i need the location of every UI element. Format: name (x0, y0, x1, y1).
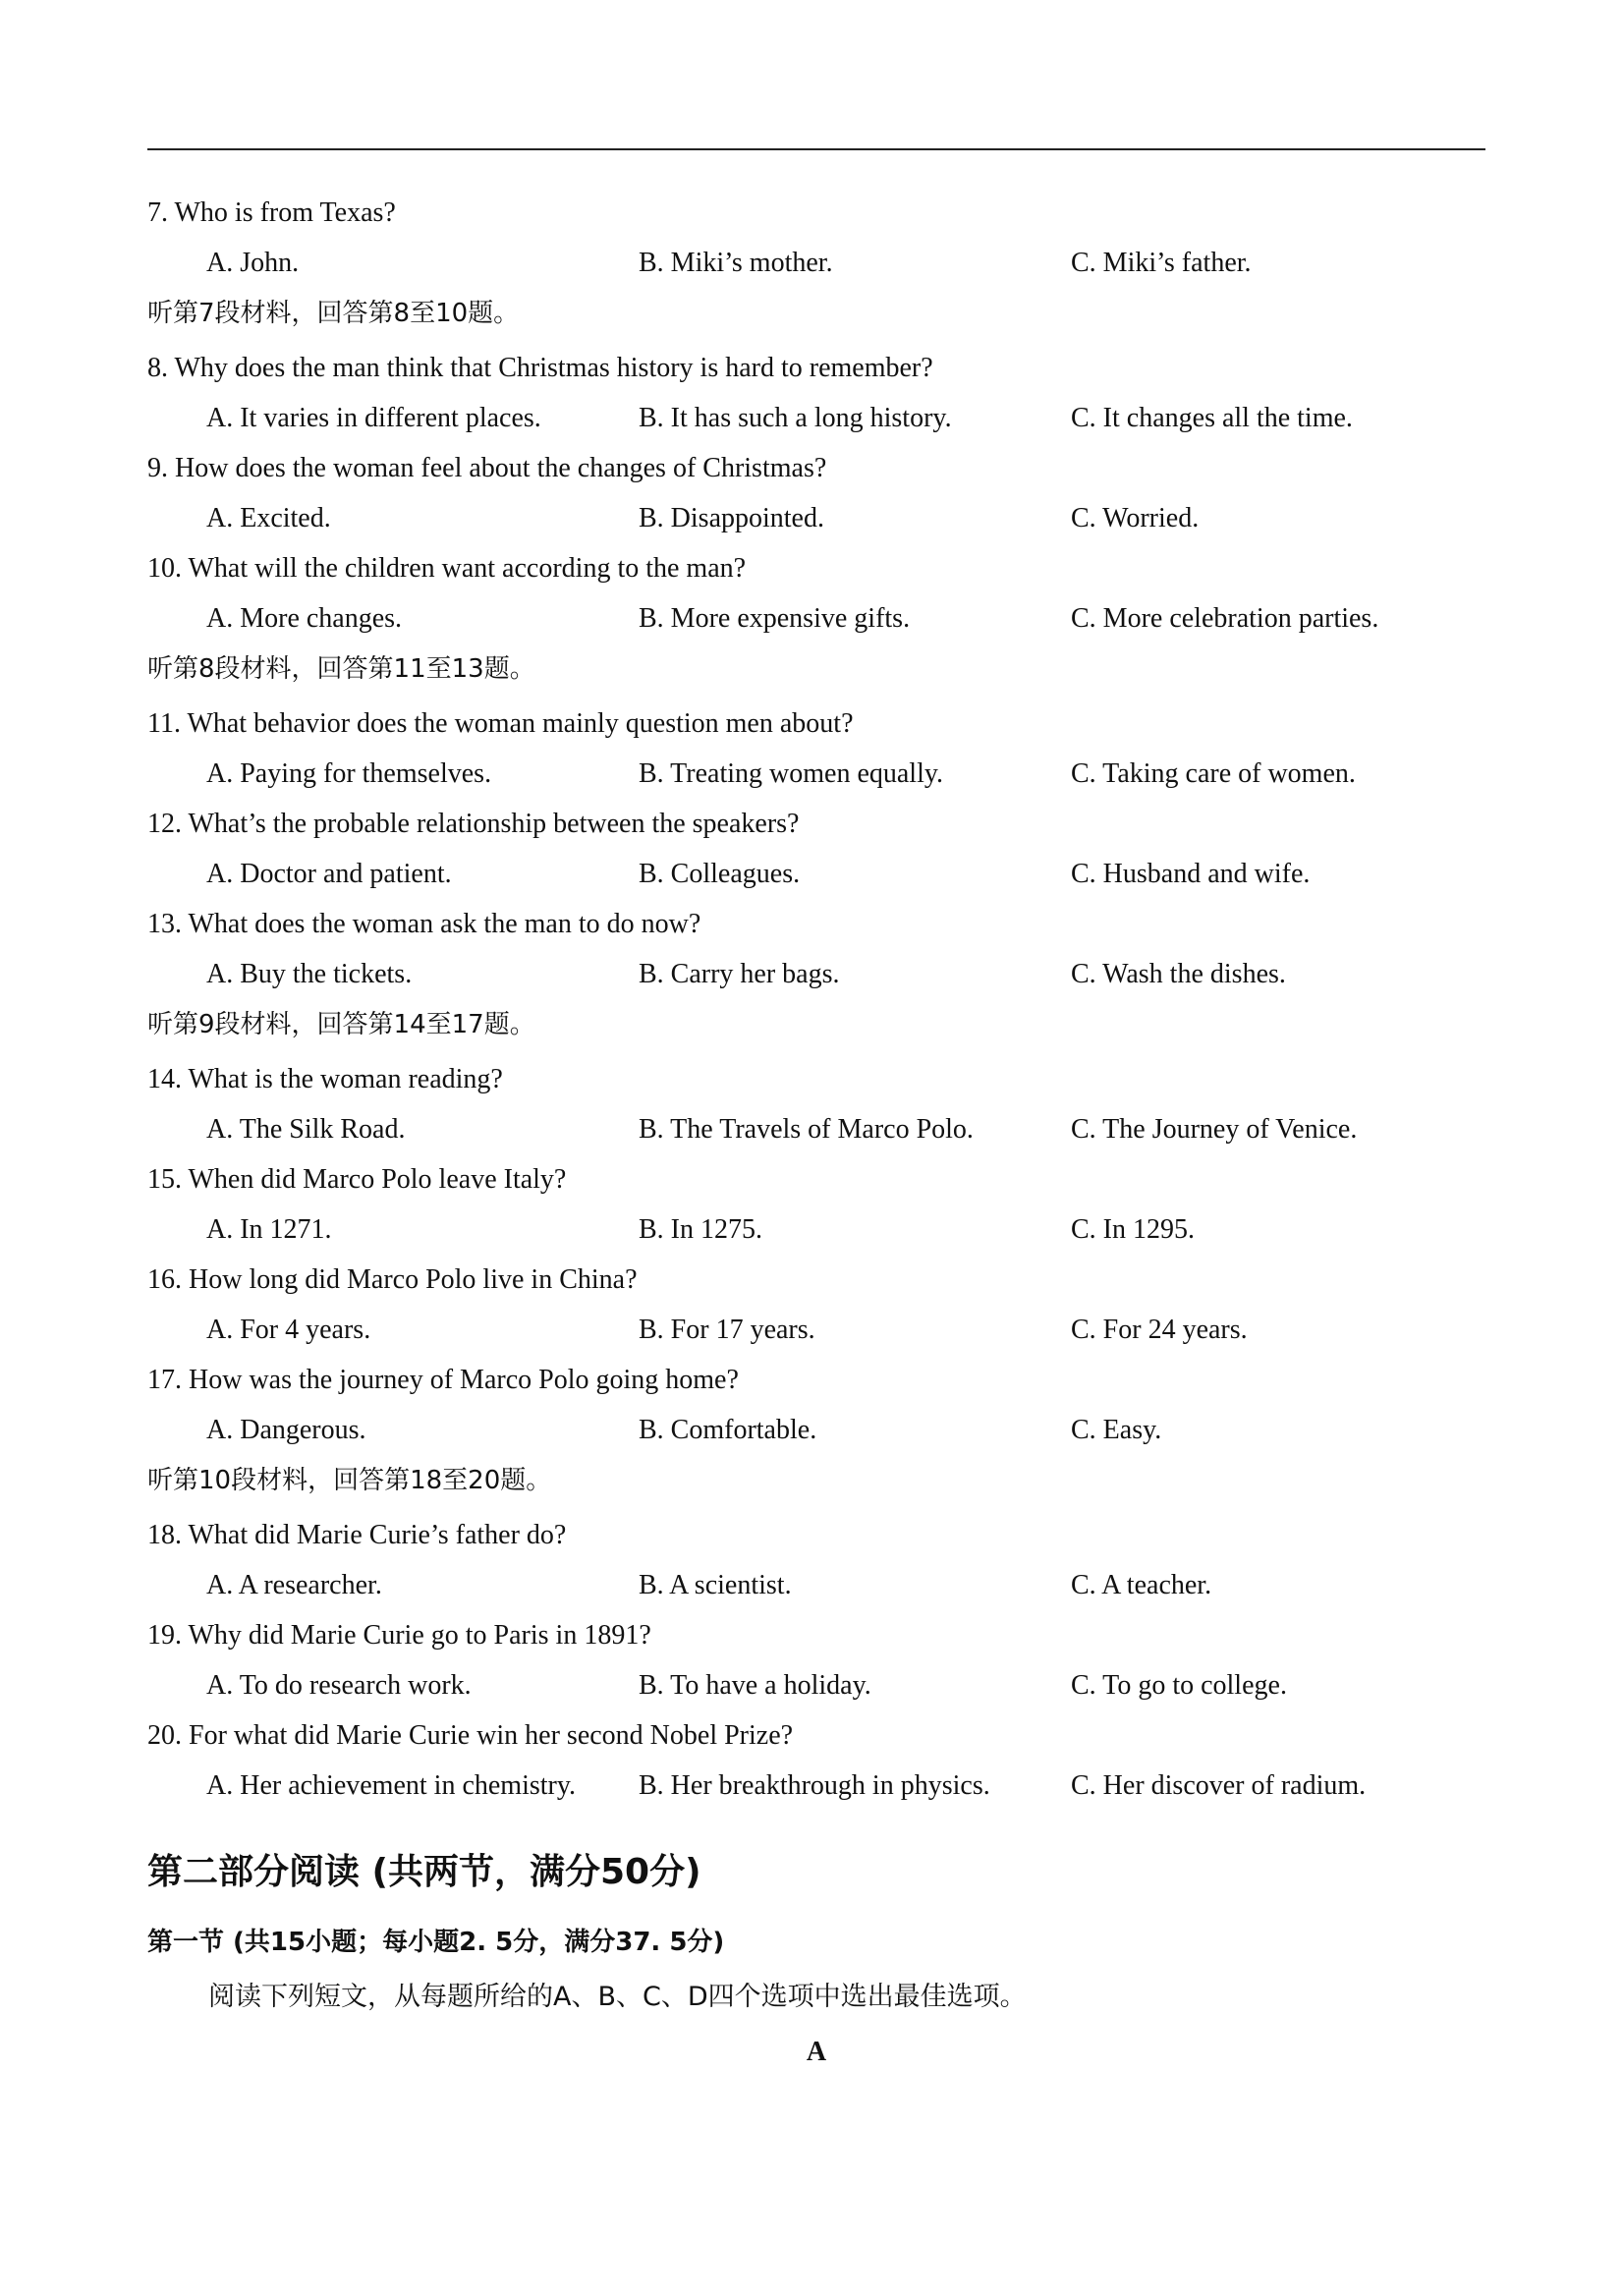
section-one-heading: 第一节 (共15小题；每小题2. 5分，满分37. 5分) (147, 1928, 725, 1957)
question-stem: 7. Who is from Texas? (147, 197, 396, 228)
option-c: C. In 1295. (1071, 1214, 1195, 1245)
question-stem: 17. How was the journey of Marco Polo going home? (147, 1365, 739, 1395)
option-a: A. Buy the tickets. (206, 959, 413, 989)
option-a: A. It varies in different places. (206, 403, 541, 433)
option-c: C. Wash the dishes. (1071, 959, 1286, 989)
option-c: C. Easy. (1071, 1415, 1162, 1445)
passage-label: A (806, 2037, 827, 2067)
question-stem: 12. What’s the probable relationship between the speakers? (147, 809, 800, 839)
options-row (147, 402, 1485, 452)
option-c: C. Miki’s father. (1071, 248, 1252, 278)
options-row (147, 1569, 1485, 1619)
option-b: B. For 17 years. (639, 1315, 815, 1345)
question-stem: 9. How does the woman feel about the changes of Christmas? (147, 453, 827, 483)
question-stem: 8. Why does the man think that Christmas history is hard to remember? (147, 353, 933, 383)
option-b: B. The Travels of Marco Polo. (639, 1114, 974, 1145)
listening-material-heading: 听第7段材料，回答第8至10题。 (147, 299, 520, 328)
option-a: A. Doctor and patient. (206, 859, 452, 889)
options-row (147, 247, 1485, 297)
options-row (147, 858, 1485, 908)
option-b: B. To have a holiday. (639, 1670, 871, 1701)
options-row (147, 1769, 1485, 1820)
options-row (147, 1414, 1485, 1464)
option-c: C. The Journey of Venice. (1071, 1114, 1358, 1145)
option-a: A. More changes. (206, 603, 403, 634)
option-a: A. Her achievement in chemistry. (206, 1770, 577, 1801)
option-a: A. To do research work. (206, 1670, 472, 1701)
question-stem: 11. What behavior does the woman mainly question men about? (147, 708, 854, 739)
option-c: C. More celebration parties. (1071, 603, 1379, 634)
option-b: B. In 1275. (639, 1214, 762, 1245)
options-row (147, 1213, 1485, 1263)
question-stem: 13. What does the woman ask the man to do now? (147, 909, 701, 939)
option-b: B. More expensive gifts. (639, 603, 911, 634)
option-a: A. The Silk Road. (206, 1114, 406, 1145)
question-stem: 18. What did Marie Curie’s father do? (147, 1520, 567, 1550)
question-stem: 19. Why did Marie Curie go to Paris in 1891? (147, 1620, 651, 1651)
options-row (147, 602, 1485, 652)
question-stem: 20. For what did Marie Curie win her second Nobel Prize? (147, 1720, 794, 1751)
option-b: B. It has such a long history. (639, 403, 952, 433)
option-c: C. It changes all the time. (1071, 403, 1353, 433)
options-row (147, 1669, 1485, 1719)
option-c: C. Taking care of women. (1071, 758, 1356, 789)
option-c: C. Husband and wife. (1071, 859, 1311, 889)
options-row (147, 1314, 1485, 1364)
option-c: C. A teacher. (1071, 1570, 1212, 1600)
listening-material-heading: 听第8段材料，回答第11至13题。 (147, 654, 535, 684)
option-a: A. Excited. (206, 503, 331, 533)
reading-instruction: 阅读下列短文，从每题所给的A、B、C、D四个选项中选出最佳选项。 (208, 1982, 1027, 2012)
option-c: C. To go to college. (1071, 1670, 1287, 1701)
option-c: C. Worried. (1071, 503, 1200, 533)
listening-material-heading: 听第9段材料，回答第14至17题。 (147, 1010, 535, 1039)
question-stem: 15. When did Marco Polo leave Italy? (147, 1164, 567, 1195)
option-b: B. Treating women equally. (639, 758, 944, 789)
option-b: B. Disappointed. (639, 503, 824, 533)
option-c: C. Her discover of radium. (1071, 1770, 1367, 1801)
option-a: A. A researcher. (206, 1570, 382, 1600)
option-b: B. Colleagues. (639, 859, 801, 889)
question-stem: 14. What is the woman reading? (147, 1064, 503, 1094)
option-b: B. Her breakthrough in physics. (639, 1770, 990, 1801)
options-row (147, 502, 1485, 552)
option-b: B. Comfortable. (639, 1415, 817, 1445)
listening-material-heading: 听第10段材料，回答第18至20题。 (147, 1466, 552, 1495)
option-a: A. Dangerous. (206, 1415, 366, 1445)
question-stem: 10. What will the children want according to the man? (147, 553, 747, 584)
listening-section (147, 196, 1485, 1820)
header-rule (147, 148, 1485, 150)
options-row (147, 1113, 1485, 1163)
options-row (147, 958, 1485, 1008)
question-stem: 16. How long did Marco Polo live in China? (147, 1264, 638, 1295)
option-b: B. Miki’s mother. (639, 248, 833, 278)
option-b: B. A scientist. (639, 1570, 792, 1600)
document-body (147, 196, 1485, 2069)
option-a: A. For 4 years. (206, 1315, 371, 1345)
option-a: A. John. (206, 248, 300, 278)
part-two-title: 第二部分阅读 (共两节，满分50分) (147, 1852, 701, 1892)
options-row (147, 757, 1485, 808)
option-b: B. Carry her bags. (639, 959, 840, 989)
section-spacer (147, 1820, 1485, 1851)
option-a: A. Paying for themselves. (206, 758, 492, 789)
option-a: A. In 1271. (206, 1214, 332, 1245)
option-c: C. For 24 years. (1071, 1315, 1248, 1345)
